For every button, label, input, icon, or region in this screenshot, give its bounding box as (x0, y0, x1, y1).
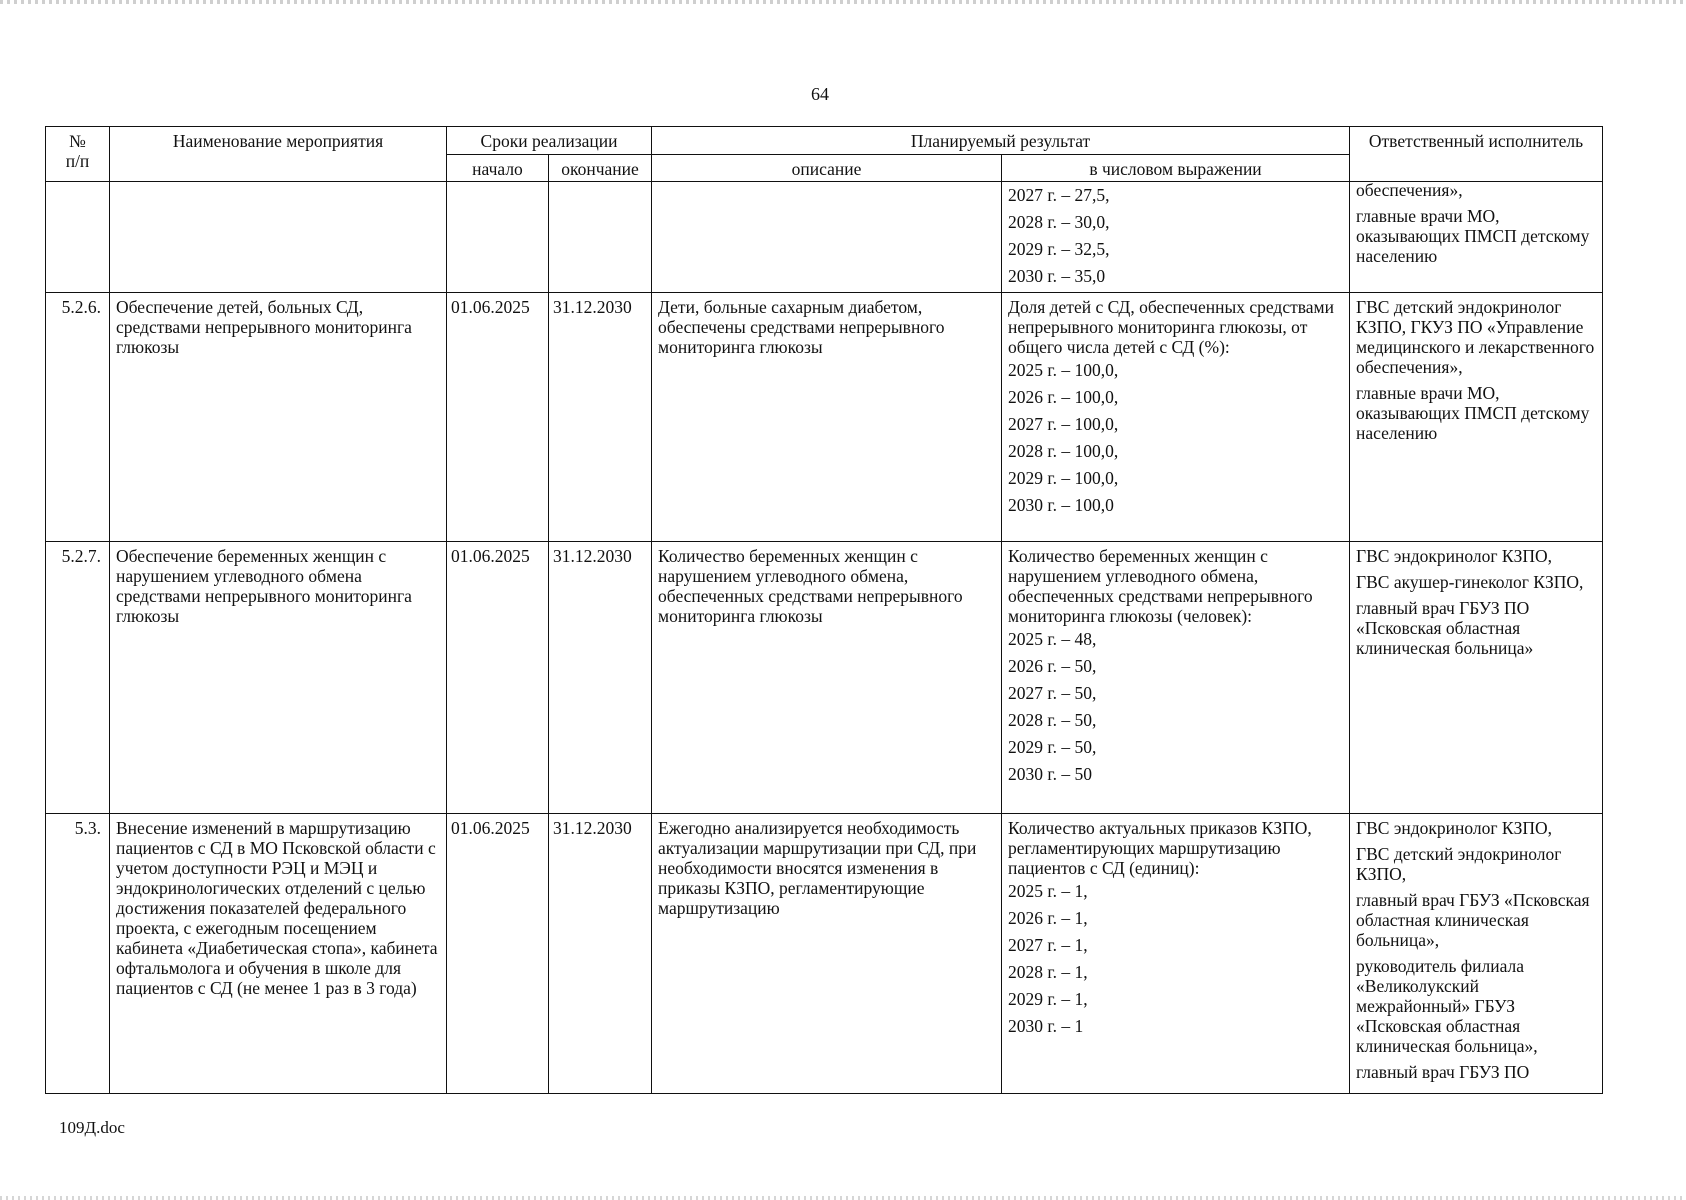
table-row (46, 542, 1603, 814)
header-num: № п/п (46, 127, 110, 182)
numeric-intro: Доля детей с СД, обеспеченных средствами непрерывного мониторинга глюкозы, от общего числа детей с СД (%): (1008, 297, 1334, 357)
year-value: 2030 г. – 1 (1008, 1016, 1084, 1036)
page-number: 64 (811, 84, 829, 104)
responsible-entry: главные врачи МО, оказывающих ПМСП детскому населению (1356, 206, 1590, 266)
year-value: 2025 г. – 100,0, (1008, 360, 1119, 380)
year-value: 2029 г. – 50, (1008, 737, 1097, 757)
row-description: Дети, больные сахарным диабетом, обеспечены средствами непрерывного мониторинга глюкозы (652, 293, 1002, 542)
row-start (447, 182, 549, 293)
row-description: Ежегодно анализируется необходимость актуализации маршрутизации при СД, при необходимости вносятся изменения в приказы КЗПО, регламентирующие маршрутизацию (652, 814, 1002, 1094)
header-responsible: Ответственный исполнитель (1350, 127, 1603, 182)
year-value: 2025 г. – 1, (1008, 881, 1088, 901)
year-value: 2026 г. – 50, (1008, 656, 1097, 676)
scan-edge-top (0, 0, 1686, 4)
responsible-entry: ГВС детский эндокринолог КЗПО, (1356, 844, 1562, 884)
responsible-entry: обеспечения», (1356, 180, 1463, 200)
row-end: 31.12.2030 (549, 293, 652, 542)
responsible-entry: ГВС детский эндокринолог КЗПО, ГКУЗ ПО «Управление медицинского и лекарственного обеспечения», (1356, 297, 1595, 377)
row-num: 5.3. (46, 814, 110, 1094)
row-numeric (1002, 542, 1350, 814)
responsible-entry: руководитель филиала «Великолукский межрайонный» ГБУЗ «Псковская областная клиническая больница», (1356, 956, 1538, 1056)
row-description: Количество беременных женщин с нарушением углеводного обмена, обеспеченных средствами непрерывного мониторинга глюкозы (652, 542, 1002, 814)
numeric-intro: Количество актуальных приказов КЗПО, регламентирующих маршрутизацию пациентов с СД (единиц): (1008, 818, 1312, 878)
row-start: 01.06.2025 (447, 542, 549, 814)
year-value: 2027 г. – 100,0, (1008, 414, 1119, 434)
responsible-entry: главные врачи МО, оказывающих ПМСП детскому населению (1356, 383, 1590, 443)
table-header (46, 127, 1603, 182)
row-description (652, 182, 1002, 293)
year-value: 2028 г. – 100,0, (1008, 441, 1119, 461)
year-value: 2028 г. – 30,0, (1008, 212, 1110, 232)
year-value: 2027 г. – 50, (1008, 683, 1097, 703)
row-end: 31.12.2030 (549, 814, 652, 1094)
row-responsible (1350, 814, 1603, 1094)
year-value: 2027 г. – 27,5, (1008, 185, 1110, 205)
activities-table (45, 126, 1603, 1094)
row-name: Обеспечение беременных женщин с нарушением углеводного обмена средствами непрерывного мониторинга глюкозы (110, 542, 447, 814)
responsible-entry: главный врач ГБУЗ «Псковская областная клиническая больница», (1356, 890, 1590, 950)
row-name: Обеспечение детей, больных СД, средствами непрерывного мониторинга глюкозы (110, 293, 447, 542)
year-value: 2026 г. – 1, (1008, 908, 1088, 928)
year-value: 2028 г. – 1, (1008, 962, 1088, 982)
header-terms: Сроки реализации (447, 127, 652, 155)
year-value: 2030 г. – 100,0 (1008, 495, 1114, 515)
row-name (110, 182, 447, 293)
row-responsible (1350, 182, 1603, 293)
responsible-entry: главный врач ГБУЗ ПО «Псковская областная клиническая больница» (1356, 598, 1534, 658)
header-numeric: в числовом выражении (1002, 155, 1350, 182)
row-num: 5.2.6. (46, 293, 110, 542)
year-value: 2028 г. – 50, (1008, 710, 1097, 730)
year-value: 2025 г. – 48, (1008, 629, 1097, 649)
row-numeric (1002, 182, 1350, 293)
header-planned-result: Планируемый результат (652, 127, 1350, 155)
year-value: 2030 г. – 50 (1008, 764, 1092, 784)
responsible-entry: ГВС акушер-гинеколог КЗПО, (1356, 572, 1584, 592)
row-end: 31.12.2030 (549, 542, 652, 814)
row-numeric (1002, 293, 1350, 542)
responsible-entry: ГВС эндокринолог КЗПО, (1356, 818, 1553, 838)
header-start: начало (447, 155, 549, 182)
responsible-entry: главный врач ГБУЗ ПО (1356, 1062, 1530, 1082)
row-responsible (1350, 293, 1603, 542)
row-start: 01.06.2025 (447, 814, 549, 1094)
row-start: 01.06.2025 (447, 293, 549, 542)
year-value: 2029 г. – 32,5, (1008, 239, 1110, 259)
row-numeric (1002, 814, 1350, 1094)
row-responsible (1350, 542, 1603, 814)
scan-edge-bottom (0, 1196, 1686, 1200)
header-description: описание (652, 155, 1002, 182)
header-name: Наименование мероприятия (110, 127, 447, 182)
row-end (549, 182, 652, 293)
year-value: 2029 г. – 1, (1008, 989, 1088, 1009)
row-num (46, 182, 110, 293)
numeric-intro: Количество беременных женщин с нарушением углеводного обмена, обеспеченных средствами непрерывного мониторинга глюкозы (человек): (1008, 546, 1313, 626)
year-value: 2026 г. – 100,0, (1008, 387, 1119, 407)
responsible-entry: ГВС эндокринолог КЗПО, (1356, 546, 1553, 566)
year-value: 2029 г. – 100,0, (1008, 468, 1119, 488)
year-value: 2027 г. – 1, (1008, 935, 1088, 955)
table-row (46, 182, 1603, 293)
header-end: окончание (549, 155, 652, 182)
row-name: Внесение изменений в маршрутизацию пациентов с СД в МО Псковской области с учетом доступности РЭЦ и МЭЦ и эндокринологических отделений с целью достижения показателей федерального проекта, с ежегодным посещением кабинета «Диабетическая стопа», кабинета офтальмолога и обучения в школе для пациентов с СД (не менее 1 раз в 3 года) (110, 814, 447, 1094)
row-num: 5.2.7. (46, 542, 110, 814)
footer-filename: 109Д.doc (59, 1118, 125, 1137)
table-row (46, 814, 1603, 1094)
table-row (46, 293, 1603, 542)
year-value: 2030 г. – 35,0 (1008, 266, 1106, 286)
